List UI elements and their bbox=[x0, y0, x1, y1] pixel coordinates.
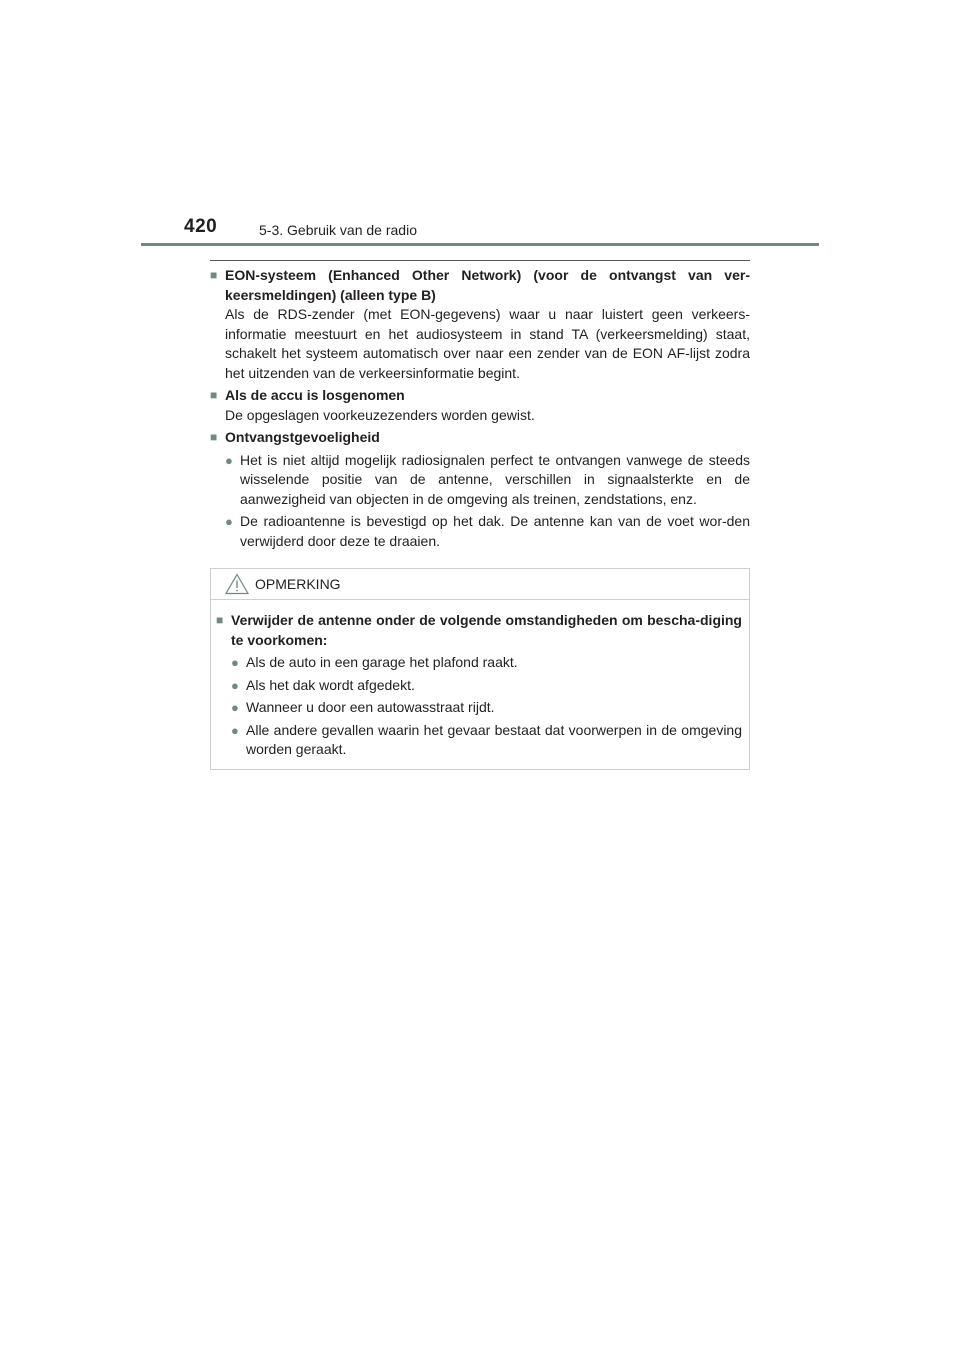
notice-heading bbox=[216, 611, 742, 650]
heading-text: Ontvangstgevoeligheid bbox=[225, 429, 380, 445]
dot-icon: ● bbox=[225, 452, 233, 468]
list-item bbox=[216, 676, 742, 696]
bullet-text: Alle andere gevallen waarin het gevaar bestaat dat voorwerpen in de omgeving worden geraakt. bbox=[246, 721, 742, 757]
heading-text: Verwijder de antenne onder de volgende omstandigheden om bescha-diging te voorkomen: bbox=[231, 612, 742, 648]
warning-triangle-icon bbox=[225, 573, 249, 600]
notice-box bbox=[210, 568, 750, 770]
bullet-text: De radioantenne is bevestigd op het dak. De antenne kan van de voet wor-den verwijderd door deze te draaien. bbox=[240, 513, 750, 549]
square-icon: ■ bbox=[210, 268, 218, 282]
square-icon: ■ bbox=[210, 430, 218, 444]
section-accu bbox=[210, 386, 750, 425]
main-content bbox=[210, 266, 750, 554]
dot-icon: ● bbox=[231, 722, 239, 738]
bullet-text: Als het dak wordt afgedekt. bbox=[246, 676, 415, 693]
section-heading bbox=[210, 428, 750, 448]
dot-icon: ● bbox=[231, 655, 239, 670]
header-rule bbox=[141, 243, 819, 246]
heading-text: EON-systeem (Enhanced Other Network) (voor de ontvangst van ver-keersmeldingen) (alleen type B) bbox=[225, 267, 750, 303]
notice-header bbox=[211, 569, 749, 600]
bullet-text: Als de auto in een garage het plafond raakt. bbox=[246, 654, 518, 670]
page-number: 420 bbox=[184, 216, 218, 237]
dot-icon: ● bbox=[231, 677, 239, 693]
section-eon bbox=[210, 266, 750, 383]
section-heading bbox=[210, 386, 750, 406]
list-item bbox=[216, 653, 742, 673]
list-item bbox=[216, 721, 742, 760]
list-item bbox=[216, 698, 742, 718]
list-item bbox=[210, 451, 750, 510]
square-icon: ■ bbox=[216, 613, 224, 627]
square-icon: ■ bbox=[210, 388, 218, 402]
section-ontvangst bbox=[210, 428, 750, 551]
dot-icon: ● bbox=[225, 514, 233, 529]
top-divider bbox=[210, 260, 750, 261]
bullet-text: Het is niet altijd mogelijk radiosignalen perfect te ontvangen vanwege de steeds wisselende positie van de antenne, verschillen in signaalsterkte en de aanwezigheid van objecten in de omgeving als treinen, zendstations, enz. bbox=[240, 451, 750, 507]
list-item bbox=[210, 512, 750, 551]
heading-text: Als de accu is losgenomen bbox=[225, 387, 405, 403]
notice-label: OPMERKING bbox=[255, 576, 341, 592]
section-heading bbox=[210, 266, 750, 305]
bullet-text: Wanneer u door een autowasstraat rijdt. bbox=[246, 699, 495, 715]
dot-icon: ● bbox=[231, 700, 239, 715]
section-body: De opgeslagen voorkeuzezenders worden gewist. bbox=[225, 406, 535, 423]
notice-body bbox=[211, 600, 749, 760]
section-body: Als de RDS-zender (met EON-gegevens) waar u naar luistert geen verkeers-informatie meestuurt en het audiosysteem in stand TA (verkeersmelding) staat, schakelt het systeem automatisch over naar een zender van de EON AF-lijst zodra het uitzenden van de verkeersinformatie begint. bbox=[225, 306, 750, 381]
section-title: 5-3. Gebruik van de radio bbox=[259, 222, 417, 238]
